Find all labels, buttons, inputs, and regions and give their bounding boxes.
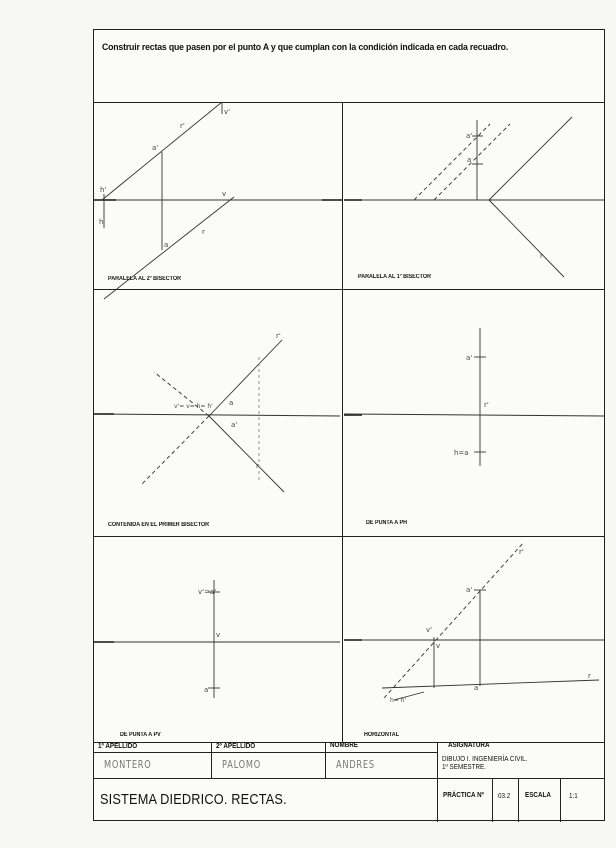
escala-label-cell [519,778,561,822]
instruction-header [94,30,604,103]
escala-label: ESCALA [525,792,551,799]
p2-mark-a1: a [467,156,472,164]
instruction-text: Construir rectas que pasen por el punto A y que cumplan con la condición indicada en cada recuadro. [102,42,509,53]
panel-5-drawing [94,580,340,698]
panel-label-5: DE PUNTA A PV [120,732,161,738]
p3-mark-a1: a [229,399,234,407]
asignatura-line2: 1º SEMESTRE. [442,764,486,771]
panel-6-drawing [344,542,604,700]
p6-mark-a2: a' [466,586,473,594]
practica-value: 03.2 [498,793,511,800]
p5-mark-va: v'=a' [198,588,217,596]
p4-mark-ha: h=a [454,449,469,457]
p6-mark-hh: h= h' [390,697,407,704]
p6-mark-v2: v' [426,626,433,634]
p1-mark-h1: h [99,218,104,226]
p1-mark-a2: a' [152,144,159,152]
nombre-cell [326,742,438,778]
apellido1-cell [94,742,212,778]
apellido1-value: MONTERO [104,758,152,771]
p3-mark-a2: a' [231,421,238,429]
nombre-label: NOMBRE [330,742,359,749]
asignatura-cell [438,742,604,778]
p2-mark-a2: a' [466,132,473,140]
p3-mark-r2: r' [276,332,281,340]
drawing-sheet [93,29,605,821]
p1-mark-a1: a [164,241,169,249]
apellido2-label: 2º APELLIDO [216,743,256,750]
practica-value-cell [493,778,519,822]
practica-label: PRÁCTICA Nº [443,792,484,799]
practica-label-cell [438,778,493,822]
title-block [94,742,604,822]
asignatura-line1: DIBUJO I. INGENIERÍA CIVIL. [442,756,528,763]
p3-mark-vh: v'= v= h= h' [174,403,213,410]
escala-value: 1:1 [569,793,578,800]
p1-mark-v1: v [222,190,227,198]
p5-mark-v: v [216,631,221,639]
apellido2-value: PALOMO [222,758,261,771]
p5-mark-a: a [204,686,209,694]
p3-mark-r1: r [256,462,259,470]
exercise-drawings [94,102,604,742]
panel-1-drawing [94,102,342,299]
panel-2-drawing [344,117,604,277]
panel-label-2: PARALELA AL 1º BISECTOR [358,274,431,280]
p6-mark-a1: a [474,684,479,692]
p4-mark-a2: a' [466,354,473,362]
p1-mark-h2: h' [100,186,107,194]
p4-mark-r2: r' [484,401,489,409]
panel-3-drawing [94,340,340,492]
nombre-value: ANDRES [336,758,375,771]
p6-mark-r2: r' [519,548,524,556]
asignatura-label: ASIGNATURA [448,742,490,749]
p6-mark-r1: r [588,672,591,680]
exercise-grid [94,102,604,742]
p1-mark-r2: r' [180,122,185,130]
escala-value-cell [561,778,604,822]
panel-4-drawing [344,328,604,466]
apellido2-cell [212,742,326,778]
p2-mark-r: r [540,252,543,260]
panel-label-1: PARALELA AL 2º BISECTOR [108,276,181,282]
panel-label-3: CONTENIDA EN EL PRIMER BISECTOR [108,522,210,528]
p1-mark-v2: v' [224,108,231,116]
panel-label-6: HORIZONTAL [364,732,400,738]
panel-label-4: DE PUNTA A PH [366,520,408,526]
main-title: SISTEMA DIEDRICO. RECTAS. [100,791,287,808]
p1-mark-r1: r [202,228,205,236]
p6-mark-v1: v [436,642,441,650]
apellido1-label: 1º APELLIDO [98,743,138,750]
main-title-cell [94,778,438,822]
